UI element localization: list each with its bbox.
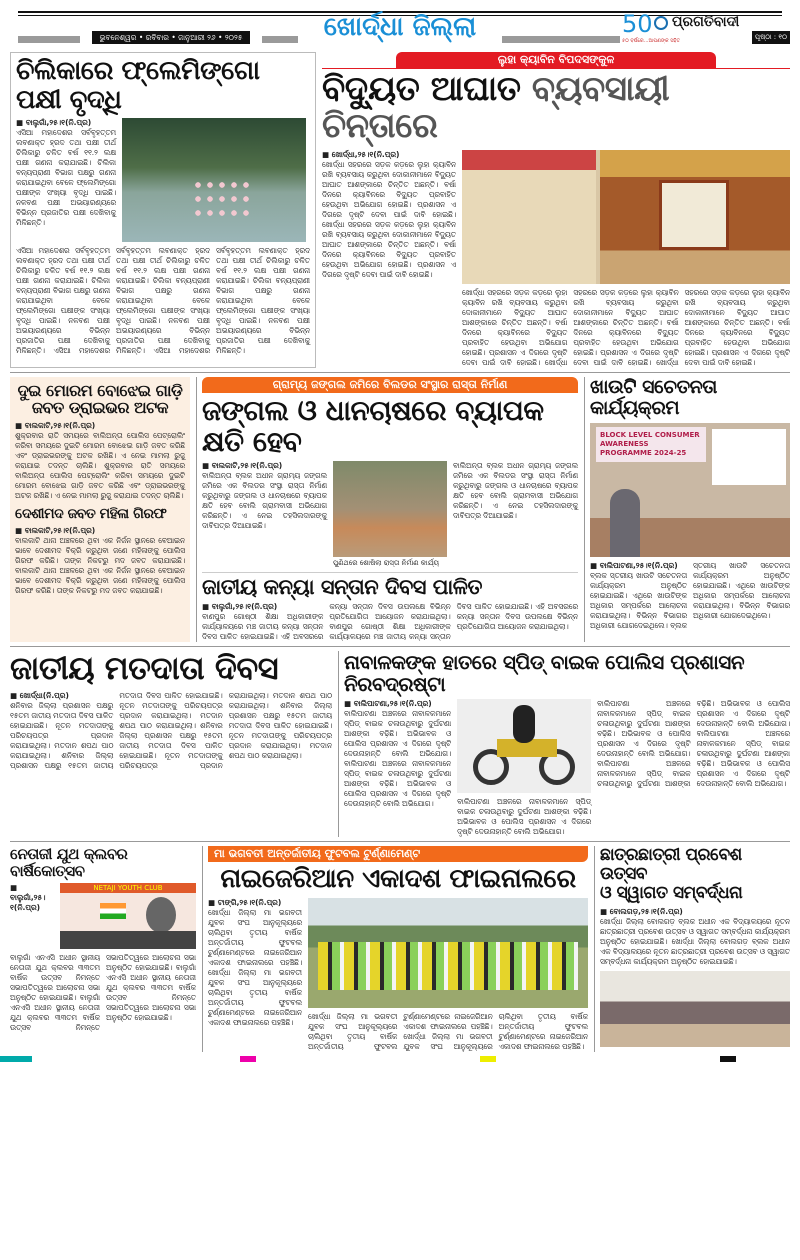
headline-students: ଛାତ୍ରଛାତ୍ରୀ ପ୍ରବେଶ ଉତ୍ସବ ଓ ସ୍ୱାଗତ ସମ୍ବର୍ଦ୍ଧନା (600, 845, 743, 903)
headline: ଦେଶୀମଦ ଜବତ ମହିଳା ଗିରଫ (15, 505, 167, 522)
kicker: ଲୁହା କ୍ୟାବିନ ବିପଦସଙ୍କୁଳ (396, 52, 716, 68)
headline: ଜାତୀୟ କନ୍ୟା ସନ୍ତାନ ଦିବସ ପାଳିତ (202, 575, 482, 600)
event-banner: BLOCK LEVEL CONSUMER AWARENESS PROGRAMME 2024-25 (596, 427, 706, 462)
article-netaji (10, 846, 196, 1052)
article-body: ■ ବାଲିପାଟଣା,୨୫।୧(ନି.ପ୍ର) ବାଲିପାଟଣା ଅଞ୍ଚଳରେ ନାବାଳକମାନେ ସ୍ପିଡ୍ ବାଇକ ଚଳାଉଥିବାରୁ ଦୁର୍ଘଟଣା ଆଶଙ୍କା ବଢ଼ିଛି। ଅଭିଭାବକ ଓ ପୋଲିସ ପ୍ରଶାସନ ଏ ଦିଗରେ ଦୃଷ୍ଟି ଦେଉନାହାନ୍ତି ବୋଲି ଅଭିଯୋଗ। ବାଲିପାଟଣା ଅଞ୍ଚଳରେ ନାବାଳକମାନେ ସ୍ପିଡ୍ ବାଇକ ଚଳାଉଥିବାରୁ ଦୁର୍ଘଟଣା ଆଶଙ୍କା ବଢ଼ିଛି। ଅଭିଭାବକ ଓ ପୋଲିସ ପ୍ରଶାସନ ଏ ଦିଗରେ ଦୃଷ୍ଟି ଦେଉନାହାନ୍ତି ବୋଲି ଅଭିଯୋଗ। (344, 699, 452, 809)
flamingos (192, 178, 252, 218)
article-body: ■ ବାଲୁଗାଁ,୨୫।୧(ନି.ପ୍ର) ବାଣପୁର ଗୋଷ୍ଠୀ ଶିକ୍ଷା ଅଧିକାରୀଙ୍କ କାର୍ଯ୍ୟାଳୟରେ ମଞ୍ଚ ଜାତୀୟ କନ୍ୟା ସନ୍ତାନ ଦିବସ ପାଳିତ ହୋଇଯାଇଛି। ଏହି ଅବସରରେ କନ୍ୟା ସନ୍ତାନ ଦିବସ ଉପଲକ୍ଷେ ବିଭିନ୍ନ ପ୍ରତିଯୋଗିତା ଆୟୋଜନ କରାଯାଇଥିଲା। ବାଣପୁର ଗୋଷ୍ଠୀ ଶିକ୍ଷା ଅଧିକାରୀଙ୍କ କାର୍ଯ୍ୟାଳୟରେ ମଞ୍ଚ ଜାତୀୟ କନ୍ୟା ସନ୍ତାନ ଦିବସ ପାଳିତ ହୋଇଯାଇଛି। ଏହି ଅବସରରେ କନ୍ୟା ସନ୍ତାନ ଦିବସ ଉପଲକ୍ଷେ ବିଭିନ୍ନ ପ୍ରତିଯୋଗିତା ଆୟୋଜନ କରାଯାଇଥିଲା। (202, 602, 578, 642)
header-bar (502, 36, 620, 43)
speaker-figure (610, 489, 640, 557)
article-body: ■ ବାଲୁଗାଁ,୨୫।୧(ନି.ପ୍ର) ଏସିଆ ମହାଦେଶର ସର୍ବବୃହତ୍ତମ ଲବଣାକ୍ତ ହ୍ରଦ ତଥା ପକ୍ଷୀ ତୀର୍ଥ ଚିଲିକାରୁ ଚଳିତ ବର୍ଷ ୧୧.୨ ଲକ୍ଷ ପକ୍ଷୀ ଗଣନା କରାଯାଇଛି। ଚିଲିକା ବନ୍ୟପ୍ରାଣୀ ବିଭାଗ ପକ୍ଷରୁ ଗଣନା କରାଯାଇଥିବା ବେଳେ ଫ୍ଲେମିଙ୍ଗୋ ପକ୍ଷୀଙ୍କ ସଂଖ୍ୟା ବୃଦ୍ଧି ପାଇଛି। ନଳବଣ ପକ୍ଷୀ ଅଭୟାରଣ୍ୟରେ ବିଭିନ୍ନ ପ୍ରଜାତିର ପକ୍ଷୀ ଦେଖିବାକୁ ମିଳିଛନ୍ତି। (16, 118, 116, 228)
masthead-logo (622, 10, 752, 46)
headline: ଜାତୀୟ ମତଦାତା ଦିବସ (10, 649, 279, 688)
article-body: ବାଲିପାଟଣା ଅଞ୍ଚଳରେ ନାବାଳକମାନେ ସ୍ପିଡ୍ ବାଇକ ଚଳାଉଥିବାରୁ ଦୁର୍ଘଟଣା ଆଶଙ୍କା ବଢ଼ିଛି। ଅଭିଭାବକ ଓ ପୋଲିସ ପ୍ରଶାସନ ଏ ଦିଗରେ ଦୃଷ୍ଟି ଦେଉନାହାନ୍ତି ବୋଲି ଅଭିଯୋଗ। (457, 797, 592, 837)
article-body: ଖୋର୍ଦ୍ଧା ଜିଲ୍ଲା ମା ଭଗବତୀ ଯୁବକ ସଂଘ ଆନୁକୂଲ୍ୟରେ ଚାଲିଥିବା ତୃତୀୟ ବାର୍ଷିକ ଅନ୍ତର୍ଜାତୀୟ ଫୁଟବଲ ଟୁର୍ଣ୍ଣାମେଣ୍ଟରେ ନାଇଜେରିଆନ ଏକାଦଶ ଫାଇନାଲରେ ପହଞ୍ଚିଛି। ଖୋର୍ଦ୍ଧା ଜିଲ୍ଲା ମା ଭଗବତୀ ଯୁବକ ସଂଘ ଆନୁକୂଲ୍ୟରେ ଚାଲିଥିବା ତୃତୀୟ ବାର୍ଷିକ ଅନ୍ତର୍ଜାତୀୟ ଫୁଟବଲ ଟୁର୍ଣ୍ଣାମେଣ୍ଟରେ ନାଇଜେରିଆନ ଏକାଦଶ ଫାଇନାଲରେ ପହଞ୍ଚିଛି। (308, 1012, 588, 1052)
header-bar (18, 36, 80, 43)
club-banner: NETAJI YOUTH CLUB (60, 883, 196, 893)
headline: ଖାଉଟି ସଚେତନତା କାର୍ଯ୍ୟକ୍ରମ (590, 375, 717, 419)
logo-tagline: ୫୦ ବର୍ଷରେ...ଆପଣଙ୍କ ସହିତ (622, 38, 681, 44)
article-body: ■ ବାଲକାଟି,୨୫।୧(ନି.ପ୍ର) ବାଲକାଟି ଥାନା ଅଞ୍ଚଳରେ ଥିବା ଏକ ନିର୍ଜନ ସ୍ଥାନରେ ବେଆଇନ ଭାବେ ଦେଶୀମଦ ବିକ୍ରି କରୁଥିବା ଜଣେ ମହିଳାଙ୍କୁ ପୋଲିସ ଗିରଫ କରିଛି। ତାଙ୍କ ନିକଟରୁ ମଦ ଜବତ କରାଯାଇଛି। ବାଲକାଟି ଥାନା ଅଞ୍ଚଳରେ ଥିବା ଏକ ନିର୍ଜନ ସ୍ଥାନରେ ବେଆଇନ ଭାବେ ଦେଶୀମଦ ବିକ୍ରି କରୁଥିବା ଜଣେ ମହିଳାଙ୍କୁ ପୋଲିସ ଗିରଫ କରିଛି। ତାଙ୍କ ନିକଟରୁ ମଦ ଜବତ କରାଯାଇଛି। (15, 526, 185, 596)
article-students (594, 846, 790, 1052)
article-body: ■ ଟାଙ୍ଗି,୨୫।୧(ନି.ପ୍ର) ଖୋର୍ଦ୍ଧା ଜିଲ୍ଲା ମା ଭଗବତୀ ଯୁବକ ସଂଘ ଆନୁକୂଲ୍ୟରେ ଚାଲିଥିବା ତୃତୀୟ ବାର୍ଷିକ ଅନ୍ତର୍ଜାତୀୟ ଫୁଟବଲ ଟୁର୍ଣ୍ଣାମେଣ୍ଟରେ ନାଇଜେରିଆନ ଏକାଦଶ ଫାଇନାଲରେ ପହଞ୍ଚିଛି। ଖୋର୍ଦ୍ଧା ଜିଲ୍ଲା ମା ଭଗବତୀ ଯୁବକ ସଂଘ ଆନୁକୂଲ୍ୟରେ ଚାଲିଥିବା ତୃତୀୟ ବାର୍ଷିକ ଅନ୍ତର୍ଜାତୀୟ ଫୁଟବଲ ଟୁର୍ଣ୍ଣାମେଣ୍ଟରେ ନାଇଜେରିଆନ ଏକାଦଶ ଫାଇନାଲରେ ପହଞ୍ଚିଛି। (208, 898, 302, 1028)
article-body: ଏସିଆ ମହାଦେଶର ସର୍ବବୃହତ୍ତମ ଲବଣାକ୍ତ ହ୍ରଦ ତଥା ପକ୍ଷୀ ତୀର୍ଥ ଚିଲିକାରୁ ଚଳିତ ବର୍ଷ ୧୧.୨ ଲକ୍ଷ ପକ୍ଷୀ ଗଣନା କରାଯାଇଛି। ଚିଲିକା ବନ୍ୟପ୍ରାଣୀ ବିଭାଗ ପକ୍ଷରୁ ଗଣନା କରାଯାଇଥିବା ବେଳେ ଫ୍ଲେମିଙ୍ଗୋ ପକ୍ଷୀଙ୍କ ସଂଖ୍ୟା ବୃଦ୍ଧି ପାଇଛି। ନଳବଣ ପକ୍ଷୀ ଅଭୟାରଣ୍ୟରେ ବିଭିନ୍ନ ପ୍ରଜାତିର ପକ୍ଷୀ ଦେଖିବାକୁ ମିଳିଛନ୍ତି। ଏସିଆ ମହାଦେଶର ସର୍ବବୃହତ୍ତମ ଲବଣାକ୍ତ ହ୍ରଦ ତଥା ପକ୍ଷୀ ତୀର୍ଥ ଚିଲିକାରୁ ଚଳିତ ବର୍ଷ ୧୧.୨ ଲକ୍ଷ ପକ୍ଷୀ ଗଣନା କରାଯାଇଛି। ଚିଲିକା ବନ୍ୟପ୍ରାଣୀ ବିଭାଗ ପକ୍ଷରୁ ଗଣନା କରାଯାଇଥିବା ବେଳେ ଫ୍ଲେମିଙ୍ଗୋ ପକ୍ଷୀଙ୍କ ସଂଖ୍ୟା ବୃଦ୍ଧି ପାଇଛି। ନଳବଣ ପକ୍ଷୀ ଅଭୟାରଣ୍ୟରେ ବିଭିନ୍ନ ପ୍ରଜାତିର ପକ୍ଷୀ ଦେଖିବାକୁ ମିଳିଛନ୍ତି। ଏସିଆ ମହାଦେଶର ସର୍ବବୃହତ୍ତମ ଲବଣାକ୍ତ ହ୍ରଦ ତଥା ପକ୍ଷୀ ତୀର୍ଥ ଚିଲିକାରୁ ଚଳିତ ବର୍ଷ ୧୧.୨ ଲକ୍ଷ ପକ୍ଷୀ ଗଣନା କରାଯାଇଛି। ଚିଲିକା ବନ୍ୟପ୍ରାଣୀ ବିଭାଗ ପକ୍ଷରୁ ଗଣନା କରାଯାଇଥିବା ବେଳେ ଫ୍ଲେମିଙ୍ଗୋ ପକ୍ଷୀଙ୍କ ସଂଖ୍ୟା ବୃଦ୍ଧି ପାଇଛି। ନଳବଣ ପକ୍ଷୀ ଅଭୟାରଣ୍ୟରେ ବିଭିନ୍ନ ପ୍ରଜାତିର ପକ୍ଷୀ ଦେଖିବାକୁ ମିଳିଛନ୍ତି। (16, 246, 310, 356)
article-bike (338, 651, 790, 837)
article-body: ଖୋର୍ଦ୍ଧା ସହରରେ ସଡ଼କ କଡ଼ରେ ଲୁହା କ୍ୟାବିନ ରଖି ବ୍ୟବସାୟ କରୁଥିବା ଦୋକାନୀମାନେ ବିଦ୍ୟୁତ ଆଘାତ ଆଶଙ୍କାରେ ଚିନ୍ତିତ ଅଛନ୍ତି। ବର୍ଷା ଦିନରେ କ୍ୟାବିନରେ ବିଦ୍ୟୁତ ପ୍ରବାହିତ ହେଉଥିବା ଅଭିଯୋଗ ହୋଇଛି। ପ୍ରଶାସନ ଏ ଦିଗରେ ଦୃଷ୍ଟି ଦେବା ପାଇଁ ଦାବି ହୋଇଛି। ଖୋର୍ଦ୍ଧା ସହରରେ ସଡ଼କ କଡ଼ରେ ଲୁହା କ୍ୟାବିନ ରଖି ବ୍ୟବସାୟ କରୁଥିବା ଦୋକାନୀମାନେ ବିଦ୍ୟୁତ ଆଘାତ ଆଶଙ୍କାରେ ଚିନ୍ତିତ ଅଛନ୍ତି। ବର୍ଷା ଦିନରେ କ୍ୟାବିନରେ ବିଦ୍ୟୁତ ପ୍ରବାହିତ ହେଉଥିବା ଅଭିଯୋଗ ହୋଇଛି। ପ୍ରଶାସନ ଏ ଦିଗରେ ଦୃଷ୍ଟି ଦେବା ପାଇଁ ଦାବି ହୋଇଛି। ଖୋର୍ଦ୍ଧା ସହରରେ ସଡ଼କ କଡ଼ରେ ଲୁହା କ୍ୟାବିନ ରଖି ବ୍ୟବସାୟ କରୁଥିବା ଦୋକାନୀମାନେ ବିଦ୍ୟୁତ ଆଘାତ ଆଶଙ୍କାରେ ଚିନ୍ତିତ ଅଛନ୍ତି। ବର୍ଷା ଦିନରେ କ୍ୟାବିନରେ ବିଦ୍ୟୁତ ପ୍ରବାହିତ ହେଉଥିବା ଅଭିଯୋଗ ହୋଇଛି। ପ୍ରଶାସନ ଏ ଦିଗରେ ଦୃଷ୍ଟି ଦେବା ପାଇଁ ଦାବି ହୋଇଛି। (462, 287, 790, 367)
emblem-icon (654, 16, 668, 30)
article-flamingo (10, 52, 316, 368)
headline: ଚିଲିକାରେ ଫ୍ଲେମିଙ୍ଗୋ ପକ୍ଷୀ ବୃଦ୍ଧି (16, 56, 260, 115)
article-body: ■ ବାଲିପାଟଣା,୨୫।୧(ନି.ପ୍ର) ବ୍ଲକ ସ୍ତରୀୟ ଖାଉଟି ସଚେତନତା କାର୍ଯ୍ୟକ୍ରମ ଅନୁଷ୍ଠିତ ହୋଇଯାଇଛି। ଏଥିରେ ଖାଉଟିଙ୍କ ଅଧିକାର ସମ୍ପର୍କରେ ଆଲୋଚନା କରାଯାଇଥିଲା। ବିଭିନ୍ନ ବିଭାଗର ଅଧିକାରୀ ଯୋଗଦେଇଥିଲେ। ବ୍ଲକ ସ୍ତରୀୟ ଖାଉଟି ସଚେତନତା କାର୍ଯ୍ୟକ୍ରମ ଅନୁଷ୍ଠିତ ହୋଇଯାଇଛି। ଏଥିରେ ଖାଉଟିଙ୍କ ଅଧିକାର ସମ୍ପର୍କରେ ଆଲୋଚନା କରାଯାଇଥିଲା। ବିଭିନ୍ନ ବିଭାଗର ଅଧିକାରୀ ଯୋଗଦେଇଥିଲେ। (590, 560, 790, 630)
row-4 (10, 841, 790, 1056)
article-body: ■ ବାଲକାଟି,୨୫।୧(ନି.ପ୍ର) ଶୁକ୍ରବାର ରାତି ସମୟରେ ବାଲିଅନ୍ତା ପୋଲିସ ପେଟ୍ରୋଲିଂ କରିବା ସମୟରେ ଦୁଇଟି ମୋରମ ବୋଝେଇ ଗାଡ଼ି ଜବତ କରିଛି ଏବଂ ଡ୍ରାଇଭରଙ୍କୁ ଅଟକ ରଖିଛି। ଏ ନେଇ ମାମଲା ରୁଜୁ କରାଯାଇ ତଦନ୍ତ ଚାଲିଛି। ଶୁକ୍ରବାର ରାତି ସମୟରେ ବାଲିଅନ୍ତା ପୋଲିସ ପେଟ୍ରୋଲିଂ କରିବା ସମୟରେ ଦୁଇଟି ମୋରମ ବୋଝେଇ ଗାଡ଼ି ଜବତ କରିଛି ଏବଂ ଡ୍ରାଇଭରଙ୍କୁ ଅଟକ ରଖିଛି। ଏ ନେଇ ମାମଲା ରୁଜୁ କରାଯାଇ ତଦନ୍ତ ଚାଲିଛି। (15, 420, 185, 500)
kicker: ମା ଭଗବତୀ ଅନ୍ତର୍ଜାତୀୟ ଫୁଟବଲ ଟୁର୍ଣ୍ଣାମେଣ୍ଟ (208, 846, 588, 862)
headline: ନେତାଜୀ ଯୁଥ କ୍ଲବର ବାର୍ଷିକୋତ୍ସବ (10, 845, 128, 880)
students-photo (600, 971, 790, 1047)
row-2 (10, 372, 790, 647)
headline: ଦୁଇ ମୋରମ ବୋଝେଇ ଗାଡ଼ି ଜବତ ଡ୍ରାଇଭର ଅଟକ (17, 380, 183, 418)
sidebar-box (10, 377, 190, 643)
consumer-photo (590, 423, 790, 557)
article-electric (322, 52, 790, 368)
row-3 (10, 646, 790, 841)
anniversary-badge: 50 (622, 10, 653, 38)
headline-electric: ବିଦ୍ୟୁତ ଆଘାତ ବ୍ୟବସାୟୀ ଚିନ୍ତାରେ (322, 69, 670, 147)
article-forest (196, 377, 578, 643)
article-body: ■ ବାଲୁଗାଁ,୨୫।୧(ନି.ପ୍ର) (10, 883, 46, 913)
article-body: ବାଲୁଗାଁ ଏନଏସି ଅଧୀନ ସ୍ଥାନୀୟ ନେତାଜୀ ଯୁଥ କ୍ଲବର ୩୩ତମ ବାର୍ଷିକ ଉତ୍ସବ ନିମନ୍ତେ ସଭାପତିତ୍ୱରେ ଆଲୋଚନା ସଭା ଅନୁଷ୍ଠିତ ହୋଇଯାଇଛି। ବାଲୁଗାଁ ଏନଏସି ଅଧୀନ ସ୍ଥାନୀୟ ନେତାଜୀ ଯୁଥ କ୍ଲବର ୩୩ତମ ବାର୍ଷିକ ଉତ୍ସବ ନିମନ୍ତେ ସଭାପତିତ୍ୱରେ ଆଲୋଚନା ସଭା ଅନୁଷ୍ଠିତ ହୋଇଯାଇଛି। ବାଲୁଗାଁ ଏନଏସି ଅଧୀନ ସ୍ଥାନୀୟ ନେତାଜୀ ଯୁଥ କ୍ଲବର ୩୩ତମ ବାର୍ଷିକ ଉତ୍ସବ ନିମନ୍ତେ ସଭାପତିତ୍ୱରେ ଆଲୋଚନା ସଭା ଅନୁଷ୍ଠିତ ହୋଇଯାଇଛି। (10, 953, 196, 1033)
article-body: ■ ବୋଲଗଡ଼,୨୫।୧(ନି.ପ୍ର) ଖୋର୍ଦ୍ଧା ଜିଲ୍ଲା ବୋଲଗଡ଼ ବ୍ଲକ ଅଧୀନ ଏକ ବିଦ୍ୟାଳୟରେ ନୂତନ ଛାତ୍ରଛାତ୍ରୀ ପ୍ରବେଶ ଉତ୍ସବ ଓ ସ୍ୱାଗତ ସମ୍ବର୍ଦ୍ଧନା କାର୍ଯ୍ୟକ୍ରମ ଅନୁଷ୍ଠିତ ହୋଇଯାଇଛି। ଖୋର୍ଦ୍ଧା ଜିଲ୍ଲା ବୋଲଗଡ଼ ବ୍ଲକ ଅଧୀନ ଏକ ବିଦ୍ୟାଳୟରେ ନୂତନ ଛାତ୍ରଛାତ୍ରୀ ପ୍ରବେଶ ଉତ୍ସବ ଓ ସ୍ୱାଗତ ସମ୍ବର୍ଦ୍ଧନା କାର୍ଯ୍ୟକ୍ରମ ଅନୁଷ୍ଠିତ ହୋଇଯାଇଛି। (600, 906, 790, 966)
page-number: ପୃଷ୍ଠା : ୧୦ (752, 31, 790, 44)
article-body: ■ ଖୋର୍ଦ୍ଧା(ନି.ପ୍ର) ଶନିବାର ଜିଲ୍ଲା ପ୍ରଶାସନ ପକ୍ଷରୁ ୧୫ତମ ଜାତୀୟ ମତଦାତା ଦିବସ ପାଳିତ ହୋଇଯାଇଛି। ନୂତନ ମତଦାତାଙ୍କୁ ପରିଚୟପତ୍ର ପ୍ରଦାନ କରାଯାଇଥିଲା। ମତଦାନ ଶପଥ ପାଠ କରାଯାଇଥିଲା। ଶନିବାର ଜିଲ୍ଲା ପ୍ରଶାସନ ପକ୍ଷରୁ ୧୫ତମ ଜାତୀୟ ମତଦାତା ଦିବସ ପାଳିତ ହୋଇଯାଇଛି। ନୂତନ ମତଦାତାଙ୍କୁ ପରିଚୟପତ୍ର ପ୍ରଦାନ କରାଯାଇଥିଲା। ମତଦାନ ଶପଥ ପାଠ କରାଯାଇଥିଲା। ଶନିବାର ଜିଲ୍ଲା ପ୍ରଶାସନ ପକ୍ଷରୁ ୧୫ତମ ଜାତୀୟ ମତଦାତା ଦିବସ ପାଳିତ ହୋଇଯାଇଛି। ନୂତନ ମତଦାତାଙ୍କୁ ପରିଚୟପତ୍ର ପ୍ରଦାନ କରାଯାଇଥିଲା। ମତଦାନ ଶପଥ ପାଠ କରାଯାଇଥିଲା। ଶନିବାର ଜିଲ୍ଲା ପ୍ରଶାସନ ପକ୍ଷରୁ ୧୫ତମ ଜାତୀୟ ମତଦାତା ଦିବସ ପାଳିତ ହୋଇଯାଇଛି। ନୂତନ ମତଦାତାଙ୍କୁ ପରିଚୟପତ୍ର ପ୍ରଦାନ କରାଯାଇଥିଲା। ମତଦାନ ଶପଥ ପାଠ କରାଯାଇଥିଲା। (10, 690, 332, 770)
kicker: ଗ୍ରାମ୍ୟ ଜଙ୍ଗଲ ଜମିରେ ବିଲଡର ସଂସ୍ଥାର ରାସ୍ତା ନିର୍ମାଣ (202, 377, 578, 393)
article-consumer (584, 377, 790, 643)
registration-marks (0, 1056, 800, 1062)
shops-photo (462, 150, 790, 284)
article-body: ■ ବାଲକାଟି,୨୫।୧(ନି.ପ୍ର) ବାଲିଅନ୍ତା ବ୍ଲକ ଅଧୀନ ଗ୍ରାମ୍ୟ ଜଙ୍ଗଲ ଜମିରେ ଏକ ବିଲଡର ସଂସ୍ଥା ରାସ୍ତା ନିର୍ମାଣ କରୁଥିବାରୁ ଜଙ୍ଗଲ ଓ ଧାନଚାଷରେ ବ୍ୟାପକ କ୍ଷତି ହେବ ବୋଲି ଗ୍ରାମବାସୀ ଅଭିଯୋଗ କରିଛନ୍ତି। ଏ ନେଇ ତହସିଲଦାରଙ୍କୁ ଦାବିପତ୍ର ଦିଆଯାଇଛି। (202, 461, 327, 531)
article-body: ବାଲିପାଟଣା ଅଞ୍ଚଳରେ ନାବାଳକମାନେ ସ୍ପିଡ୍ ବାଇକ ଚଳାଉଥିବାରୁ ଦୁର୍ଘଟଣା ଆଶଙ୍କା ବଢ଼ିଛି। ଅଭିଭାବକ ଓ ପୋଲିସ ପ୍ରଶାସନ ଏ ଦିଗରେ ଦୃଷ୍ଟି ଦେଉନାହାନ୍ତି ବୋଲି ଅଭିଯୋଗ। ବାଲିପାଟଣା ଅଞ୍ଚଳରେ ନାବାଳକମାନେ ସ୍ପିଡ୍ ବାଇକ ଚଳାଉଥିବାରୁ ଦୁର୍ଘଟଣା ଆଶଙ୍କା ବଢ଼ିଛି। ଅଭିଭାବକ ଓ ପୋଲିସ ପ୍ରଶାସନ ଏ ଦିଗରେ ଦୃଷ୍ଟି ଦେଉନାହାନ୍ତି ବୋଲି ଅଭିଯୋଗ। ବାଲିପାଟଣା ଅଞ୍ଚଳରେ ନାବାଳକମାନେ ସ୍ପିଡ୍ ବାଇକ ଚଳାଉଥିବାରୁ ଦୁର୍ଘଟଣା ଆଶଙ୍କା ବଢ଼ିଛି। ଅଭିଭାବକ ଓ ପୋଲିସ ପ୍ରଶାସନ ଏ ଦିଗରେ ଦୃଷ୍ଟି ଦେଉନାହାନ୍ତି ବୋଲି ଅଭିଯୋଗ। (597, 699, 790, 789)
page-header (10, 0, 790, 48)
netaji-photo (60, 883, 196, 949)
flamingo-photo (122, 118, 306, 242)
section-title: ଖୋର୍ଦ୍ଧା ଜିଲ୍ଲା (323, 12, 477, 42)
photo-caption: ପୁଣିଥରେ ଶୋଷିଲା ରାସ୍ତା ନିର୍ମାଣ କାର୍ଯ୍ୟ (333, 559, 440, 568)
road-photo (333, 461, 447, 557)
headline: ନାଇଜେରିଆନ ଏକାଦଶ ଫାଇନାଲରେ (220, 864, 576, 895)
header-bar (262, 36, 298, 43)
article-football (202, 846, 588, 1052)
article-girl-child (202, 572, 578, 642)
logo-name: ପ୍ରଗତିବାଦୀ (672, 14, 740, 30)
article-voters (10, 651, 332, 837)
football-team-photo (308, 898, 588, 1008)
row-1 (10, 48, 790, 372)
article-body: ■ ଖୋର୍ଦ୍ଧା,୨୫।୧(ନି.ପ୍ର) ଖୋର୍ଦ୍ଧା ସହରରେ ସଡ଼କ କଡ଼ରେ ଲୁହା କ୍ୟାବିନ ରଖି ବ୍ୟବସାୟ କରୁଥିବା ଦୋକାନୀମାନେ ବିଦ୍ୟୁତ ଆଘାତ ଆଶଙ୍କାରେ ଚିନ୍ତିତ ଅଛନ୍ତି। ବର୍ଷା ଦିନରେ କ୍ୟାବିନରେ ବିଦ୍ୟୁତ ପ୍ରବାହିତ ହେଉଥିବା ଅଭିଯୋଗ ହୋଇଛି। ପ୍ରଶାସନ ଏ ଦିଗରେ ଦୃଷ୍ଟି ଦେବା ପାଇଁ ଦାବି ହୋଇଛି। ଖୋର୍ଦ୍ଧା ସହରରେ ସଡ଼କ କଡ଼ରେ ଲୁହା କ୍ୟାବିନ ରଖି ବ୍ୟବସାୟ କରୁଥିବା ଦୋକାନୀମାନେ ବିଦ୍ୟୁତ ଆଘାତ ଆଶଙ୍କାରେ ଚିନ୍ତିତ ଅଛନ୍ତି। ବର୍ଷା ଦିନରେ କ୍ୟାବିନରେ ବିଦ୍ୟୁତ ପ୍ରବାହିତ ହେଉଥିବା ଅଭିଯୋଗ ହୋଇଛି। ପ୍ରଶାସନ ଏ ଦିଗରେ ଦୃଷ୍ଟି ଦେବା ପାଇଁ ଦାବି ହୋଇଛି। (322, 149, 456, 279)
dateline: ଭୁବନେଶ୍ୱର • ରବିବାର • ଜାନୁଆରୀ ୨୬ • ୨୦୨୫ (92, 31, 250, 44)
headline: ନାବାଳକଙ୍କ ହାତରେ ସ୍ପିଡ୍ ବାଇକ ପୋଲିସ ପ୍ରଶାସନ ନିରବଦ୍ରଷ୍ଟା (344, 650, 745, 697)
headline: ଜଙ୍ଗଲ ଓ ଧାନଚାଷରେ ବ୍ୟାପକ କ୍ଷତି ହେବ (202, 393, 544, 458)
article-body: ବାଲିଅନ୍ତା ବ୍ଲକ ଅଧୀନ ଗ୍ରାମ୍ୟ ଜଙ୍ଗଲ ଜମିରେ ଏକ ବିଲଡର ସଂସ୍ଥା ରାସ୍ତା ନିର୍ମାଣ କରୁଥିବାରୁ ଜଙ୍ଗଲ ଓ ଧାନଚାଷରେ ବ୍ୟାପକ କ୍ଷତି ହେବ ବୋଲି ଗ୍ରାମବାସୀ ଅଭିଯୋଗ କରିଛନ୍ତି। ଏ ନେଇ ତହସିଲଦାରଙ୍କୁ ଦାବିପତ୍ର ଦିଆଯାଇଛି। (453, 461, 578, 521)
bike-photo (457, 699, 591, 793)
